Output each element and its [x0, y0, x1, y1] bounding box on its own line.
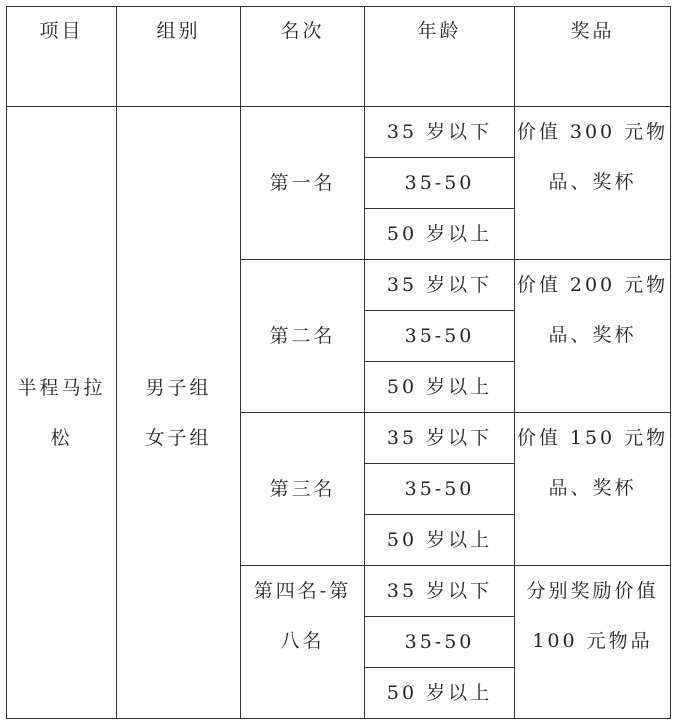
header-row — [7, 7, 671, 107]
age-cell: 50 岁以上 — [365, 515, 515, 566]
header-rank: 名次 — [241, 7, 365, 107]
age-cell: 35-50 — [365, 311, 515, 362]
rank-cell-3: 第三名 — [241, 413, 365, 566]
age-cell: 50 岁以上 — [365, 668, 515, 719]
age-cell: 35-50 — [365, 464, 515, 515]
table-row — [7, 107, 671, 158]
age-cell: 35 岁以下 — [365, 413, 515, 464]
age-cell: 35-50 — [365, 617, 515, 668]
header-age: 年龄 — [365, 7, 515, 107]
age-cell: 35 岁以下 — [365, 107, 515, 158]
rank-cell-2: 第二名 — [241, 260, 365, 413]
prize-cell-3: 价值 150 元物 品、奖杯 — [515, 413, 671, 566]
age-cell: 50 岁以上 — [365, 209, 515, 260]
prize-cell-4: 分别奖励价值 100 元物品 — [515, 566, 671, 719]
header-event: 项目 — [7, 7, 117, 107]
header-prize: 奖品 — [515, 7, 671, 107]
age-cell: 50 岁以上 — [365, 362, 515, 413]
header-group: 组别 — [117, 7, 241, 107]
rank-cell-4: 第四名-第 八名 — [241, 566, 365, 719]
group-cell: 男子组 女子组 — [117, 107, 241, 719]
prize-table — [6, 6, 671, 719]
prize-cell-2: 价值 200 元物 品、奖杯 — [515, 260, 671, 413]
prize-cell-1: 价值 300 元物 品、奖杯 — [515, 107, 671, 260]
rank-cell-1: 第一名 — [241, 107, 365, 260]
age-cell: 35 岁以下 — [365, 260, 515, 311]
event-cell: 半程马拉 松 — [7, 107, 117, 719]
age-cell: 35 岁以下 — [365, 566, 515, 617]
age-cell: 35-50 — [365, 158, 515, 209]
